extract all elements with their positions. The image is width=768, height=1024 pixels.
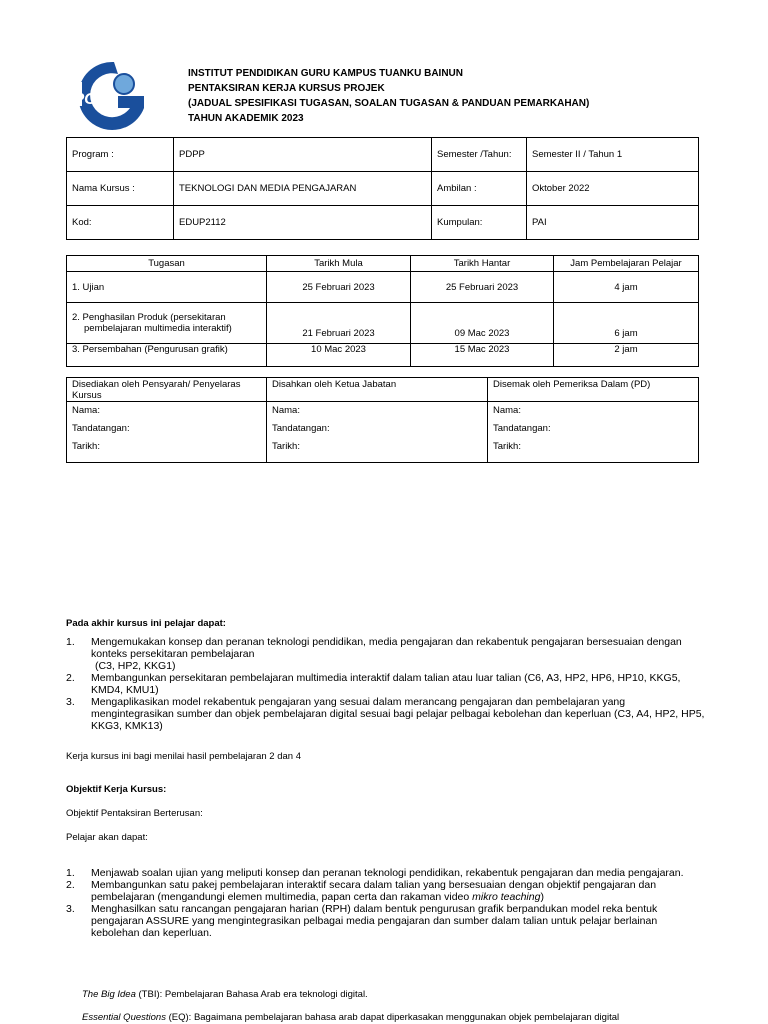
big-idea-label: The Big Idea xyxy=(82,989,136,1000)
table-row xyxy=(67,303,699,344)
course-label: Nama Kursus : xyxy=(67,172,174,206)
task-start: 10 Mac 2023 xyxy=(267,344,411,367)
prepared-by-heading: Disediakan oleh Pensyarah/ Penyelaras Kursus xyxy=(67,378,267,402)
date-label: Tarikh: xyxy=(493,441,521,452)
course-info-table xyxy=(66,137,699,240)
outcomes-heading: Pada akhir kursus ini pelajar dapat: xyxy=(66,618,226,629)
objectives-subheading: Objektif Pentaksiran Berterusan: xyxy=(66,808,203,819)
big-idea-text: (TBI): Pembelajaran Bahasa Arab era teknologi digital. xyxy=(135,989,368,1000)
essential-questions-label: Essential Questions xyxy=(82,1012,166,1023)
table-header-row xyxy=(67,256,699,272)
item-text: Menjawab soalan ujian yang meliputi konsep dan peranan teknologi pendidikan, rekabentuk pengajaran dan media pengajaran. xyxy=(91,867,684,879)
task-start: 21 Februari 2023 xyxy=(267,303,411,344)
task-name-line: pembelajaran multimedia interaktif) xyxy=(84,323,232,334)
task-name: 1. Ujian xyxy=(67,272,267,303)
table-row xyxy=(67,172,699,206)
column-header: Tarikh Mula xyxy=(267,256,411,272)
approved-by-fields xyxy=(267,402,488,463)
objectives-intro: Pelajar akan dapat: xyxy=(66,832,148,843)
item-text: Menghasilkan satu rancangan pengajaran harian (RPH) dalam bentuk pengurusan grafik berpandukan model reka bentuk pengajaran ASSURE yang mengintegrasikan pelbagai media pengajaran dan sumber dalam talian untuk pelajar berlainan kebolehan dan keperluan. xyxy=(91,903,658,939)
task-hours: 2 jam xyxy=(554,344,699,367)
item-text: Mengaplikasikan model rekabentuk pengajaran yang sesuai dalam merancang pengajaran dan pembelajaran yang mengintegrasikan sumber dan objek pembelajaran digital sesuai bagi pelajar pelbagai kebolehan dan keperluan (C3, A4, HP2, HP5, KKG3, KMK13) xyxy=(91,696,705,732)
objectives-list xyxy=(66,867,706,939)
document-header xyxy=(188,66,589,126)
signature-label: Tandatangan: xyxy=(272,423,330,434)
header-line: INSTITUT PENDIDIKAN GURU KAMPUS TUANKU BAINUN xyxy=(188,68,463,79)
task-due: 15 Mac 2023 xyxy=(411,344,554,367)
outcomes-note: Kerja kursus ini bagi menilai hasil pembelajaran 2 dan 4 xyxy=(66,751,301,762)
table-row xyxy=(67,402,699,463)
table-row xyxy=(67,344,699,367)
program-label: Program : xyxy=(67,138,174,172)
list-item xyxy=(66,672,706,696)
signature-label: Tandatangan: xyxy=(72,423,130,434)
ipg-logo xyxy=(66,60,146,130)
list-item xyxy=(66,867,706,879)
code-value: EDUP2112 xyxy=(174,206,432,240)
signature-label: Tandatangan: xyxy=(493,423,551,434)
name-label: Nama: xyxy=(272,405,300,416)
date-label: Tarikh: xyxy=(272,441,300,452)
approval-table xyxy=(66,377,699,463)
course-value: TEKNOLOGI DAN MEDIA PENGAJARAN xyxy=(174,172,432,206)
semester-value: Semester II / Tahun 1 xyxy=(527,138,699,172)
column-header: Tarikh Hantar xyxy=(411,256,554,272)
header-line: TAHUN AKADEMIK 2023 xyxy=(188,113,304,124)
task-due: 25 Februari 2023 xyxy=(411,272,554,303)
item-text: ) xyxy=(540,891,544,903)
table-row xyxy=(67,272,699,303)
item-number: 1. xyxy=(66,867,75,879)
approved-by-heading: Disahkan oleh Ketua Jabatan xyxy=(267,378,488,402)
code-label: Kod: xyxy=(67,206,174,240)
table-header-row xyxy=(67,378,699,402)
item-number: 1. xyxy=(66,636,75,648)
task-hours: 6 jam xyxy=(554,303,699,344)
item-number: 3. xyxy=(66,903,75,915)
task-due: 09 Mac 2023 xyxy=(411,303,554,344)
task-hours: 4 jam xyxy=(554,272,699,303)
essential-questions xyxy=(82,1012,619,1023)
logo-text: IPG xyxy=(69,91,97,108)
item-number: 2. xyxy=(66,879,75,891)
group-label: Kumpulan: xyxy=(432,206,527,240)
checked-by-fields xyxy=(488,402,699,463)
intake-label: Ambilan : xyxy=(432,172,527,206)
semester-label: Semester /Tahun: xyxy=(432,138,527,172)
tasks-table xyxy=(66,255,699,367)
list-item xyxy=(66,903,706,939)
item-number: 3. xyxy=(66,696,75,708)
intake-value: Oktober 2022 xyxy=(527,172,699,206)
big-idea xyxy=(82,989,368,1000)
program-value: PDPP xyxy=(174,138,432,172)
task-name xyxy=(67,303,267,344)
item-extra: (C3, HP2, KKG1) xyxy=(95,660,176,672)
name-label: Nama: xyxy=(493,405,521,416)
item-text: Membangunkan persekitaran pembelajaran multimedia interaktif dalam talian atau luar talian (C6, A3, HP2, HP6, HP10, KKG5, KMD4, KMU1) xyxy=(91,672,681,696)
date-label: Tarikh: xyxy=(72,441,100,452)
list-item xyxy=(66,879,706,903)
prepared-by-fields xyxy=(67,402,267,463)
task-name-line: 2. Penghasilan Produk (persekitaran xyxy=(72,312,226,323)
header-line: PENTAKSIRAN KERJA KURSUS PROJEK xyxy=(188,83,385,94)
item-text: Mengemukakan konsep dan peranan teknologi pendidikan, media pengajaran dan rekabentuk pengajaran bersesuaian dengan konteks persekitaran pembelajaran xyxy=(91,636,682,660)
table-row xyxy=(67,206,699,240)
item-number: 2. xyxy=(66,672,75,684)
table-row xyxy=(67,138,699,172)
task-name: 3. Persembahan (Pengurusan grafik) xyxy=(67,344,267,367)
item-text-italic: mikro teaching xyxy=(472,891,541,903)
list-item xyxy=(66,696,706,732)
checked-by-heading: Disemak oleh Pemeriksa Dalam (PD) xyxy=(488,378,699,402)
group-value: PAI xyxy=(527,206,699,240)
task-start: 25 Februari 2023 xyxy=(267,272,411,303)
column-header: Jam Pembelajaran Pelajar xyxy=(554,256,699,272)
list-item xyxy=(66,636,706,672)
header-line: (JADUAL SPESIFIKASI TUGASAN, SOALAN TUGASAN & PANDUAN PEMARKAHAN) xyxy=(188,98,590,109)
objectives-heading: Objektif Kerja Kursus: xyxy=(66,784,167,795)
outcomes-list xyxy=(66,636,706,732)
column-header: Tugasan xyxy=(67,256,267,272)
name-label: Nama: xyxy=(72,405,100,416)
item-text: Membangunkan satu pakej pembelajaran interaktif secara dalam talian yang bersesuaian dengan objektif pengajaran dan pembelajaran (mengandungi elemen multimedia, papan certa dan rakaman video xyxy=(91,879,657,903)
essential-questions-text: (EQ): Bagaimana pembelajaran bahasa arab dapat diperkasakan menggunakan objek pembelajaran digital xyxy=(165,1012,620,1023)
